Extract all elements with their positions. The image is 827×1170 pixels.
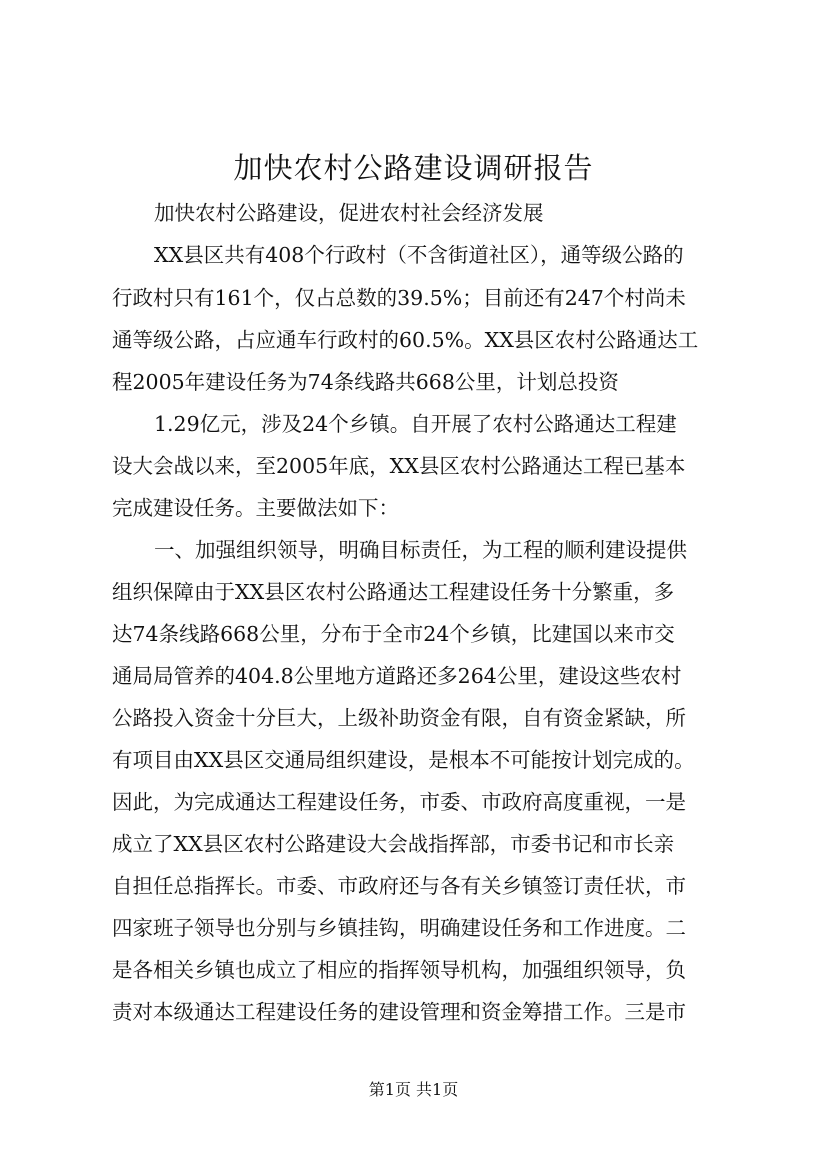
text-line: 成立了XX县区农村公路建设大会战指挥部，市委书记和市长亲 (112, 832, 675, 856)
text-line: 程2005年建设任务为74条线路共668公里，计划总投资 (112, 370, 619, 394)
text-line: 组织保障由于XX县区农村公路通达工程建设任务十分繁重，多 (112, 580, 675, 604)
text-line: XX县区共有408个行政村（不含街道社区），通等级公路的 (154, 243, 684, 267)
page-footer: 第1页 共1页 (368, 1080, 459, 1099)
text-line: 一、加强组织领导，明确目标责任，为工程的顺利建设提供 (154, 538, 687, 562)
text-line: 设大会战以来，至2005年底，XX县区农村公路通达工程已基本 (112, 454, 686, 478)
text-line: 责对本级通达工程建设任务的建设管理和资金筹措工作。三是市 (112, 1000, 686, 1024)
text-line: 完成建设任务。主要做法如下： (112, 496, 399, 520)
text-line: 自担任总指挥长。市委、市政府还与各有关乡镇签订责任状，市 (112, 874, 686, 898)
text-line: 是各相关乡镇也成立了相应的指挥领导机构，加强组织领导，负 (112, 958, 686, 982)
text-line: 加快农村公路建设，促进农村社会经济发展 (154, 201, 544, 225)
text-line: 达74条线路668公里，分布于全市24个乡镇，比建国以来市交 (112, 622, 675, 646)
text-line: 通等级公路，占应通车行政村的60.5%。XX县区农村公路通达工 (112, 328, 699, 352)
document-title: 加快农村公路建设调研报告 (233, 151, 594, 185)
text-line: 公路投入资金十分巨大，上级补助资金有限，自有资金紧缺，所 (112, 706, 686, 730)
text-line: 通局局管养的404.8公里地方道路还多264公里，建设这些农村 (112, 664, 682, 688)
text-line: 四家班子领导也分别与乡镇挂钩，明确建设任务和工作进度。二 (112, 916, 686, 940)
text-line: 行政村只有161个，仅占总数的39.5%；目前还有247个村尚未 (112, 286, 686, 310)
text-line: 因此，为完成通达工程建设任务，市委、市政府高度重视，一是 (112, 790, 686, 814)
text-line: 有项目由XX县区交通局组织建设，是根本不可能按计划完成的。 (112, 748, 695, 772)
text-line: 1.29亿元，涉及24个乡镇。自开展了农村公路通达工程建 (154, 412, 677, 436)
